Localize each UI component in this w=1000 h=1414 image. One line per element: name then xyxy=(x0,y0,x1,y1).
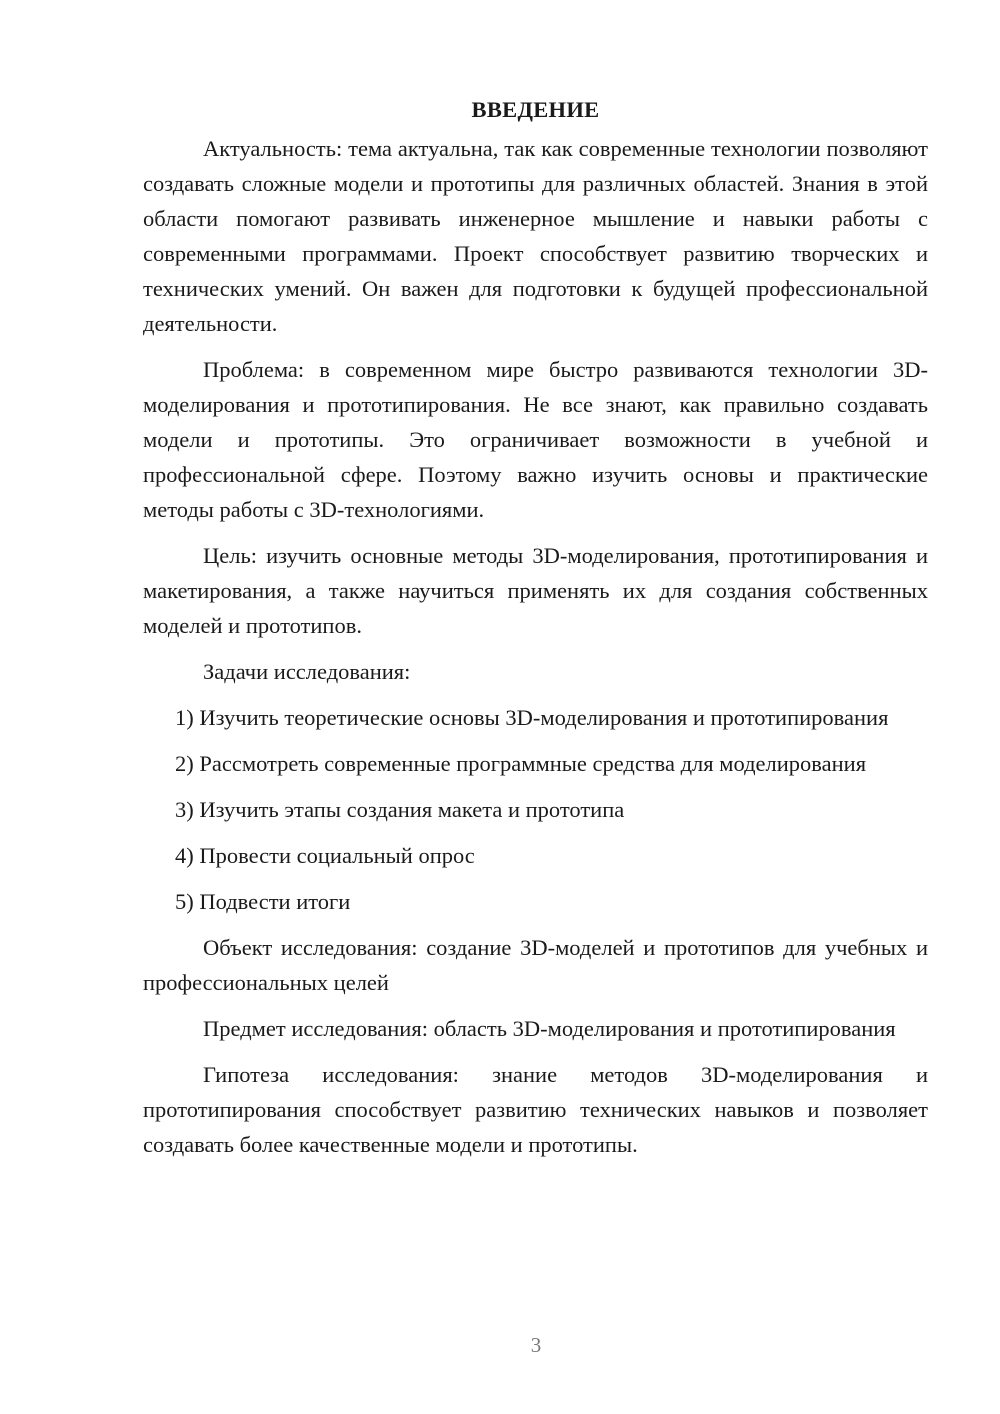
page-title: ВВЕДЕНИЕ xyxy=(471,97,600,122)
hypothesis-paragraph: Гипотеза исследования: знание методов 3D-моделирования и прототипирования способствует развитию технических навыков и позволяет создавать более качественные модели и прототипы. xyxy=(143,1062,928,1157)
object-paragraph: Объект исследования: создание 3D-моделей и прототипов для учебных и профессиональных целей xyxy=(143,935,928,995)
page-number: 3 xyxy=(530,1333,542,1357)
task-item-3: 3) Изучить этапы создания макета и прототипа xyxy=(175,797,625,822)
task-item-5: 5) Подвести итоги xyxy=(175,889,351,914)
task-item-1: 1) Изучить теоретические основы 3D-моделирования и прототипирования xyxy=(175,705,889,730)
task-item-2: 2) Рассмотреть современные программные средства для моделирования xyxy=(175,751,867,776)
goal-paragraph: Цель: изучить основные методы 3D-моделирования, прототипирования и макетирования, а также научиться применять их для создания собственных моделей и прототипов. xyxy=(143,543,928,638)
problem-paragraph: Проблема: в современном мире быстро развиваются технологии 3D-моделирования и прототипирования. Не все знают, как правильно создавать модели и прототипы. Это ограничивает возможности в учебной и профессиональной сфере. Поэтому важно изучить основы и практические методы работы с 3D-технологиями. xyxy=(143,357,928,522)
relevance-paragraph: Актуальность: тема актуальна, так как современные технологии позволяют создавать сложные модели и прототипы для различных областей. Знания в этой области помогают развивать инженерное мышление и навыки работы с современными программами. Проект способствует развитию творческих и технических умений. Он важен для подготовки к будущей профессиональной деятельности. xyxy=(143,136,928,336)
subject-paragraph: Предмет исследования: область 3D-моделирования и прототипирования xyxy=(203,1016,896,1041)
task-item-4: 4) Провести социальный опрос xyxy=(175,843,475,868)
document-body xyxy=(143,92,928,1173)
tasks-heading: Задачи исследования: xyxy=(203,659,411,684)
